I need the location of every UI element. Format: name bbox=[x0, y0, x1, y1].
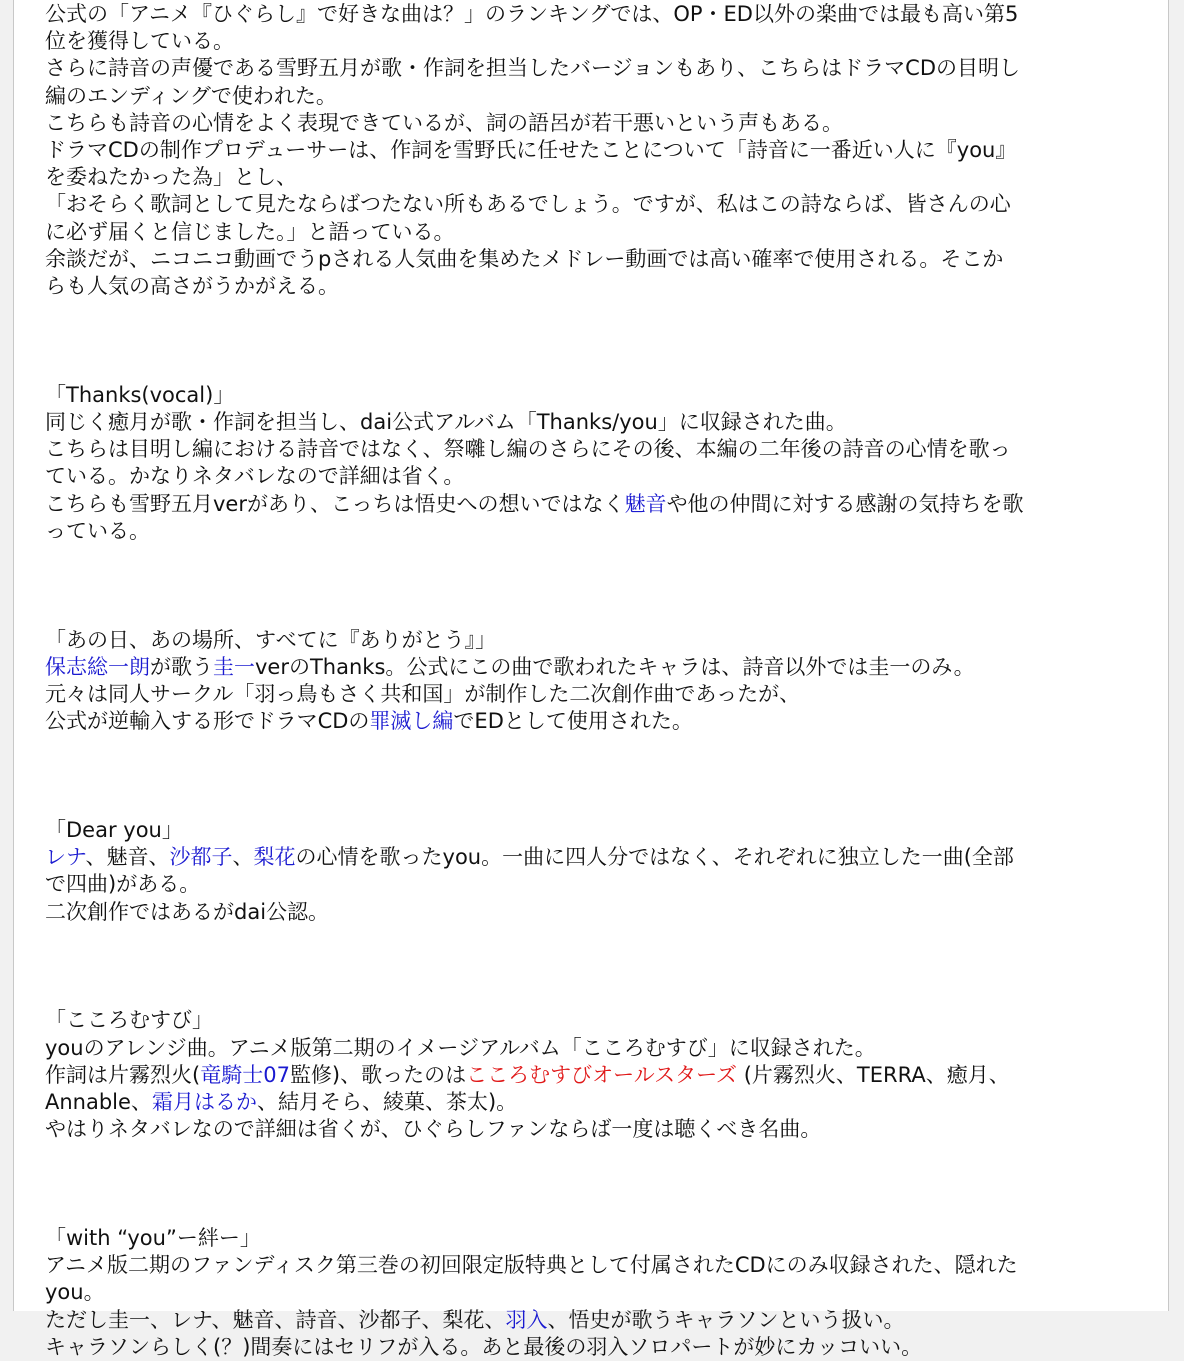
with-you-line-1: アニメ版二期のファンディスク第三巻の初回限定版特典として付属されたCDにのみ収録された、隠れた bbox=[45, 1253, 1018, 1278]
intro-line-6: ドラマCDの制作プロデューサーは、作詞を雪野氏に任せたことについて「詩音に一番近い人に『you』 bbox=[45, 138, 1017, 163]
section-spacer bbox=[45, 790, 1170, 817]
link-hoshi-soichiro[interactable]: 保志総一朗 bbox=[45, 654, 150, 679]
section-spacer bbox=[45, 300, 1170, 354]
text-segment: Annable、 bbox=[45, 1090, 152, 1114]
text-segment: 、結月そら、綾菓、茶太)。 bbox=[256, 1090, 518, 1114]
text-segment: 、魅音、 bbox=[85, 845, 170, 870]
with-you-line-4: キャラソンらしく(？)間奏にはセリフが入る。あと最後の羽入ソロパートが妙にカッコいい。 bbox=[45, 1334, 923, 1359]
text-segment: でEDとして使用された。 bbox=[453, 709, 693, 734]
arigatou-line-3 bbox=[45, 708, 1170, 735]
kokoro-line-1: youのアレンジ曲。アニメ版第二期のイメージアルバム「こころむすび」に収録された。 bbox=[45, 1035, 876, 1060]
link-rena[interactable]: レナ bbox=[45, 845, 86, 870]
intro-line-1: 公式の「アニメ『ひぐらし』で好きな曲は？」のランキングでは、OP・ED以外の楽曲では最も高い第5 bbox=[45, 2, 1019, 26]
arigatou-line-1 bbox=[45, 654, 1170, 681]
kokoro-line-3 bbox=[45, 1089, 1170, 1116]
text-segment: が歌う bbox=[150, 654, 213, 679]
intro-line-4: 編のエンディングで使われた。 bbox=[45, 83, 337, 108]
text-segment: 監修)、歌ったのは bbox=[289, 1062, 467, 1087]
kokoro-line-4: やはりネタバレなので詳細は省くが、ひぐらしファンならば一度は聴くべき名曲。 bbox=[45, 1117, 822, 1142]
thanks-vocal-line-3: ている。かなりネタバレなので詳細は省く。 bbox=[45, 464, 465, 489]
thanks-vocal-line-5: っている。 bbox=[45, 518, 150, 543]
dear-you-line-2: で四曲)がある。 bbox=[45, 872, 201, 897]
section-spacer bbox=[45, 599, 1170, 626]
section-spacer bbox=[45, 980, 1170, 1007]
section-title-with-you: 「with “you”ー絆ー」 bbox=[45, 1225, 261, 1250]
intro-line-7: を委ねたかった為」とし、 bbox=[45, 165, 297, 190]
intro-line-9: に必ず届くと信じました。」と語っている。 bbox=[45, 219, 455, 244]
link-rika[interactable]: 梨花 bbox=[253, 845, 296, 870]
thanks-vocal-line-4 bbox=[45, 491, 1170, 518]
text-segment: 、悟史が歌うキャラソンという扱い。 bbox=[547, 1307, 905, 1332]
section-spacer bbox=[45, 926, 1170, 980]
thanks-vocal-line-1: 同じく癒月が歌・作詞を担当し、dai公式アルバム「Thanks/you」に収録された曲。 bbox=[45, 410, 847, 435]
with-you-line-2: you。 bbox=[45, 1280, 105, 1305]
section-spacer bbox=[45, 1143, 1170, 1197]
arigatou-line-2: 元々は同人サークル「羽っ鳥もさく共和国」が制作した二次創作曲であったが、 bbox=[45, 682, 801, 707]
dear-you-line-3: 二次創作ではあるがdai公認。 bbox=[45, 899, 330, 924]
section-spacer bbox=[45, 735, 1170, 789]
link-shimotsuki-haruka[interactable]: 霜月はるか bbox=[151, 1090, 257, 1114]
intro-line-10: 余談だが、ニコニコ動画でうpされる人気曲を集めたメドレー動画では高い確率で使用される。そこか bbox=[45, 246, 1004, 271]
text-segment: の心情を歌ったyou。一曲に四人分ではなく、それぞれに独立した一曲(全部 bbox=[295, 845, 1014, 870]
dear-you-line-1 bbox=[45, 844, 1170, 871]
text-segment: や他の仲間に対する感謝の気持ちを歌 bbox=[666, 491, 1024, 516]
link-mion[interactable]: 魅音 bbox=[624, 491, 667, 516]
link-keiichi[interactable]: 圭一 bbox=[213, 654, 255, 679]
text-segment: 作詞は片霧烈火( bbox=[45, 1062, 201, 1087]
text-segment: ただし圭一、レナ、魅音、詩音、沙都子、梨花、 bbox=[45, 1307, 506, 1332]
intro-line-11: らも人気の高さがうかがえる。 bbox=[45, 274, 339, 299]
section-spacer bbox=[45, 1198, 1170, 1225]
text-segment: (片霧烈火、TERRA、癒月、 bbox=[737, 1062, 1010, 1087]
intro-line-2: 位を獲得している。 bbox=[45, 29, 234, 54]
intro-line-3: さらに詩音の声優である雪野五月が歌・作詞を担当したバージョンもあり、こちらはドラマCDの目明し bbox=[45, 56, 1020, 81]
intro-line-5: こちらも詩音の心情をよく表現できているが、詞の語呂が若干悪いという声もある。 bbox=[45, 110, 843, 135]
thanks-vocal-line-2: こちらは目明し編における詩音ではなく、祭囃し編のさらにその後、本編の二年後の詩音の心情を歌っ bbox=[45, 437, 1011, 462]
page-frame bbox=[13, 0, 1169, 1359]
kokoro-line-2 bbox=[45, 1062, 1170, 1089]
section-title-arigatou: 「あの日、あの場所、すべてに『ありがとう』」 bbox=[45, 627, 497, 652]
link-tsumihoroboshi-hen[interactable]: 罪滅し編 bbox=[369, 709, 454, 734]
link-kokoro-musubi-all-stars[interactable]: こころむすびオールスターズ bbox=[466, 1062, 738, 1087]
section-title-thanks-vocal: 「Thanks(vocal)」 bbox=[45, 382, 235, 407]
section-spacer bbox=[45, 545, 1170, 599]
section-title-kokoro-musubi: 「こころむすび」 bbox=[45, 1008, 213, 1033]
section-title-dear-you: 「Dear you」 bbox=[45, 818, 183, 842]
article-body bbox=[45, 1, 1170, 1361]
intro-line-8: 「おそらく歌詞として見たならばつたない所もあるでしょう。ですが、私はこの詩ならば、皆さんの心 bbox=[45, 192, 1011, 217]
text-segment: verのThanks。公式にこの曲で歌われたキャラは、詩音以外では圭一のみ。 bbox=[255, 654, 975, 679]
text-segment: 公式が逆輸入する形でドラマCDの bbox=[45, 709, 370, 734]
text-segment: こちらも雪野五月verがあり、こっちは悟史への想いではなく bbox=[45, 491, 625, 516]
link-ryukishi07[interactable]: 竜騎士07 bbox=[200, 1062, 290, 1087]
link-satoko[interactable]: 沙都子 bbox=[169, 845, 233, 870]
section-spacer bbox=[45, 355, 1170, 382]
text-segment: 、 bbox=[232, 845, 254, 870]
link-hanyu[interactable]: 羽入 bbox=[505, 1307, 548, 1332]
